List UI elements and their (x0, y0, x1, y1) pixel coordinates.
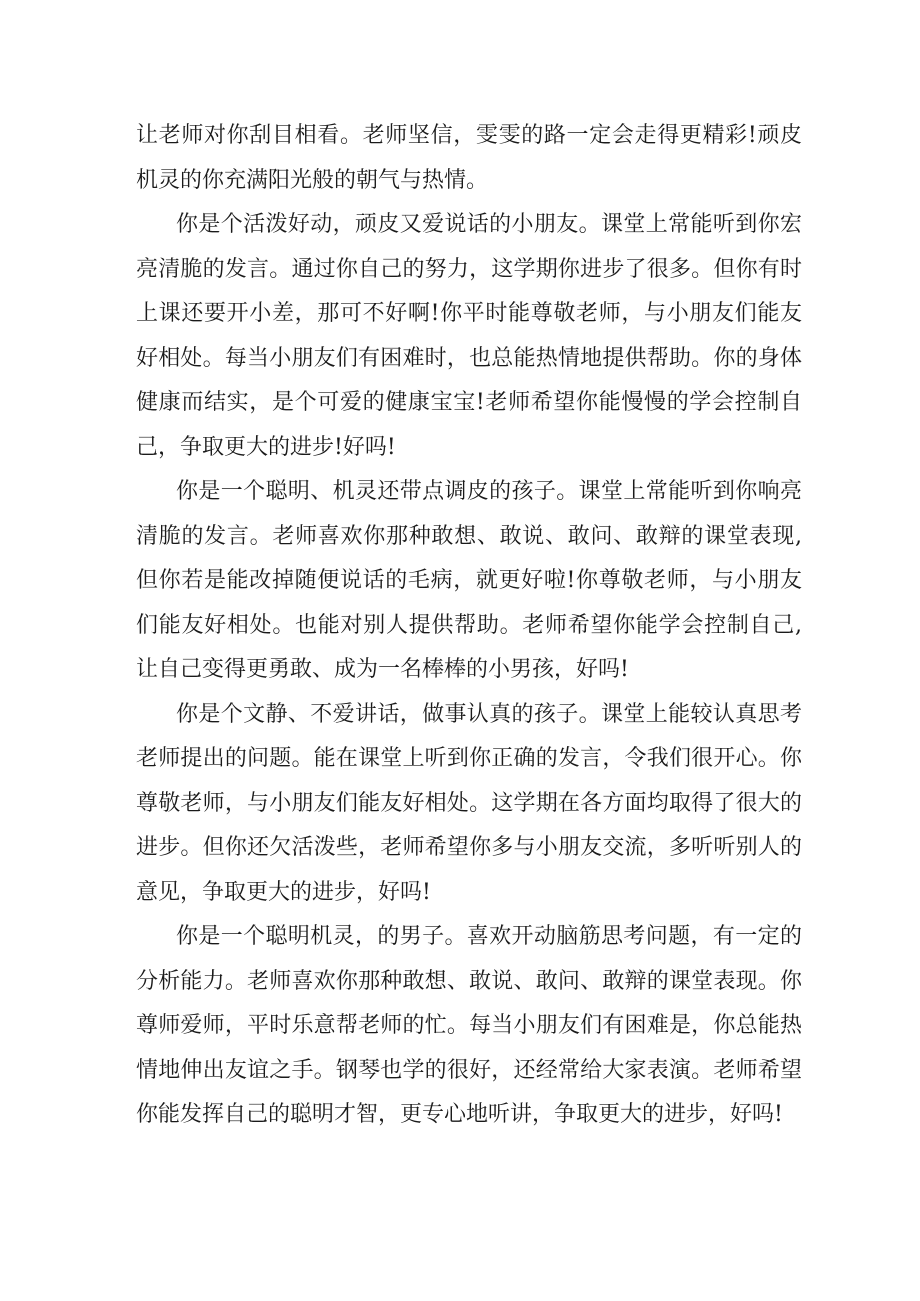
paragraph-comment-1: 你是个活泼好动，顽皮又爱说话的小朋友。课堂上常能听到你宏亮清脆的发言。通过你自己的努力，这学期你进步了很多。但你有时上课还要开小差，那可不好啊!你平时能尊敬老师，与小朋友们能友好相处。每当小朋友们有困难时，也总能热情地提供帮助。你的身体健康而结实，是个可爱的健康宝宝!老师希望你能慢慢的学会控制自己，争取更大的进步!好吗! (136, 212, 802, 460)
document-body (136, 114, 802, 1138)
paragraph-continuation: 让老师对你刮目相看。老师坚信，雯雯的路一定会走得更精彩!顽皮机灵的你充满阳光般的朝气与热情。 (136, 123, 802, 193)
paragraph-comment-2: 你是一个聪明、机灵还带点调皮的孩子。课堂上常能听到你响亮清脆的发言。老师喜欢你那种敢想、敢说、敢问、敢辩的课堂表现,但你若是能改掉随便说话的毛病，就更好啦!你尊敬老师，与小朋友们能友好相处。也能对别人提供帮助。老师希望你能学会控制自己,让自己变得更勇敢、成为一名棒棒的小男孩，好吗! (136, 479, 802, 682)
paragraph-comment-3: 你是个文静、不爱讲话，做事认真的孩子。课堂上能较认真思考老师提出的问题。能在课堂上听到你正确的发言，令我们很开心。你尊敬老师，与小朋友们能友好相处。这学期在各方面均取得了很大的进步。但你还欠活泼些，老师希望你多与小朋友交流，多听听别人的意见，争取更大的进步，好吗! (136, 701, 802, 905)
paragraph-comment-4: 你是一个聪明机灵，的男子。喜欢开动脑筋思考问题，有一定的分析能力。老师喜欢你那种敢想、敢说、敢问、敢辩的课堂表现。你尊师爱师，平时乐意帮老师的忙。每当小朋友们有困难是，你总能热情地伸出友谊之手。钢琴也学的很好，还经常给大家表演。老师希望你能发挥自己的聪明才智，更专心地听讲，争取更大的进步，好吗! (136, 924, 802, 1127)
